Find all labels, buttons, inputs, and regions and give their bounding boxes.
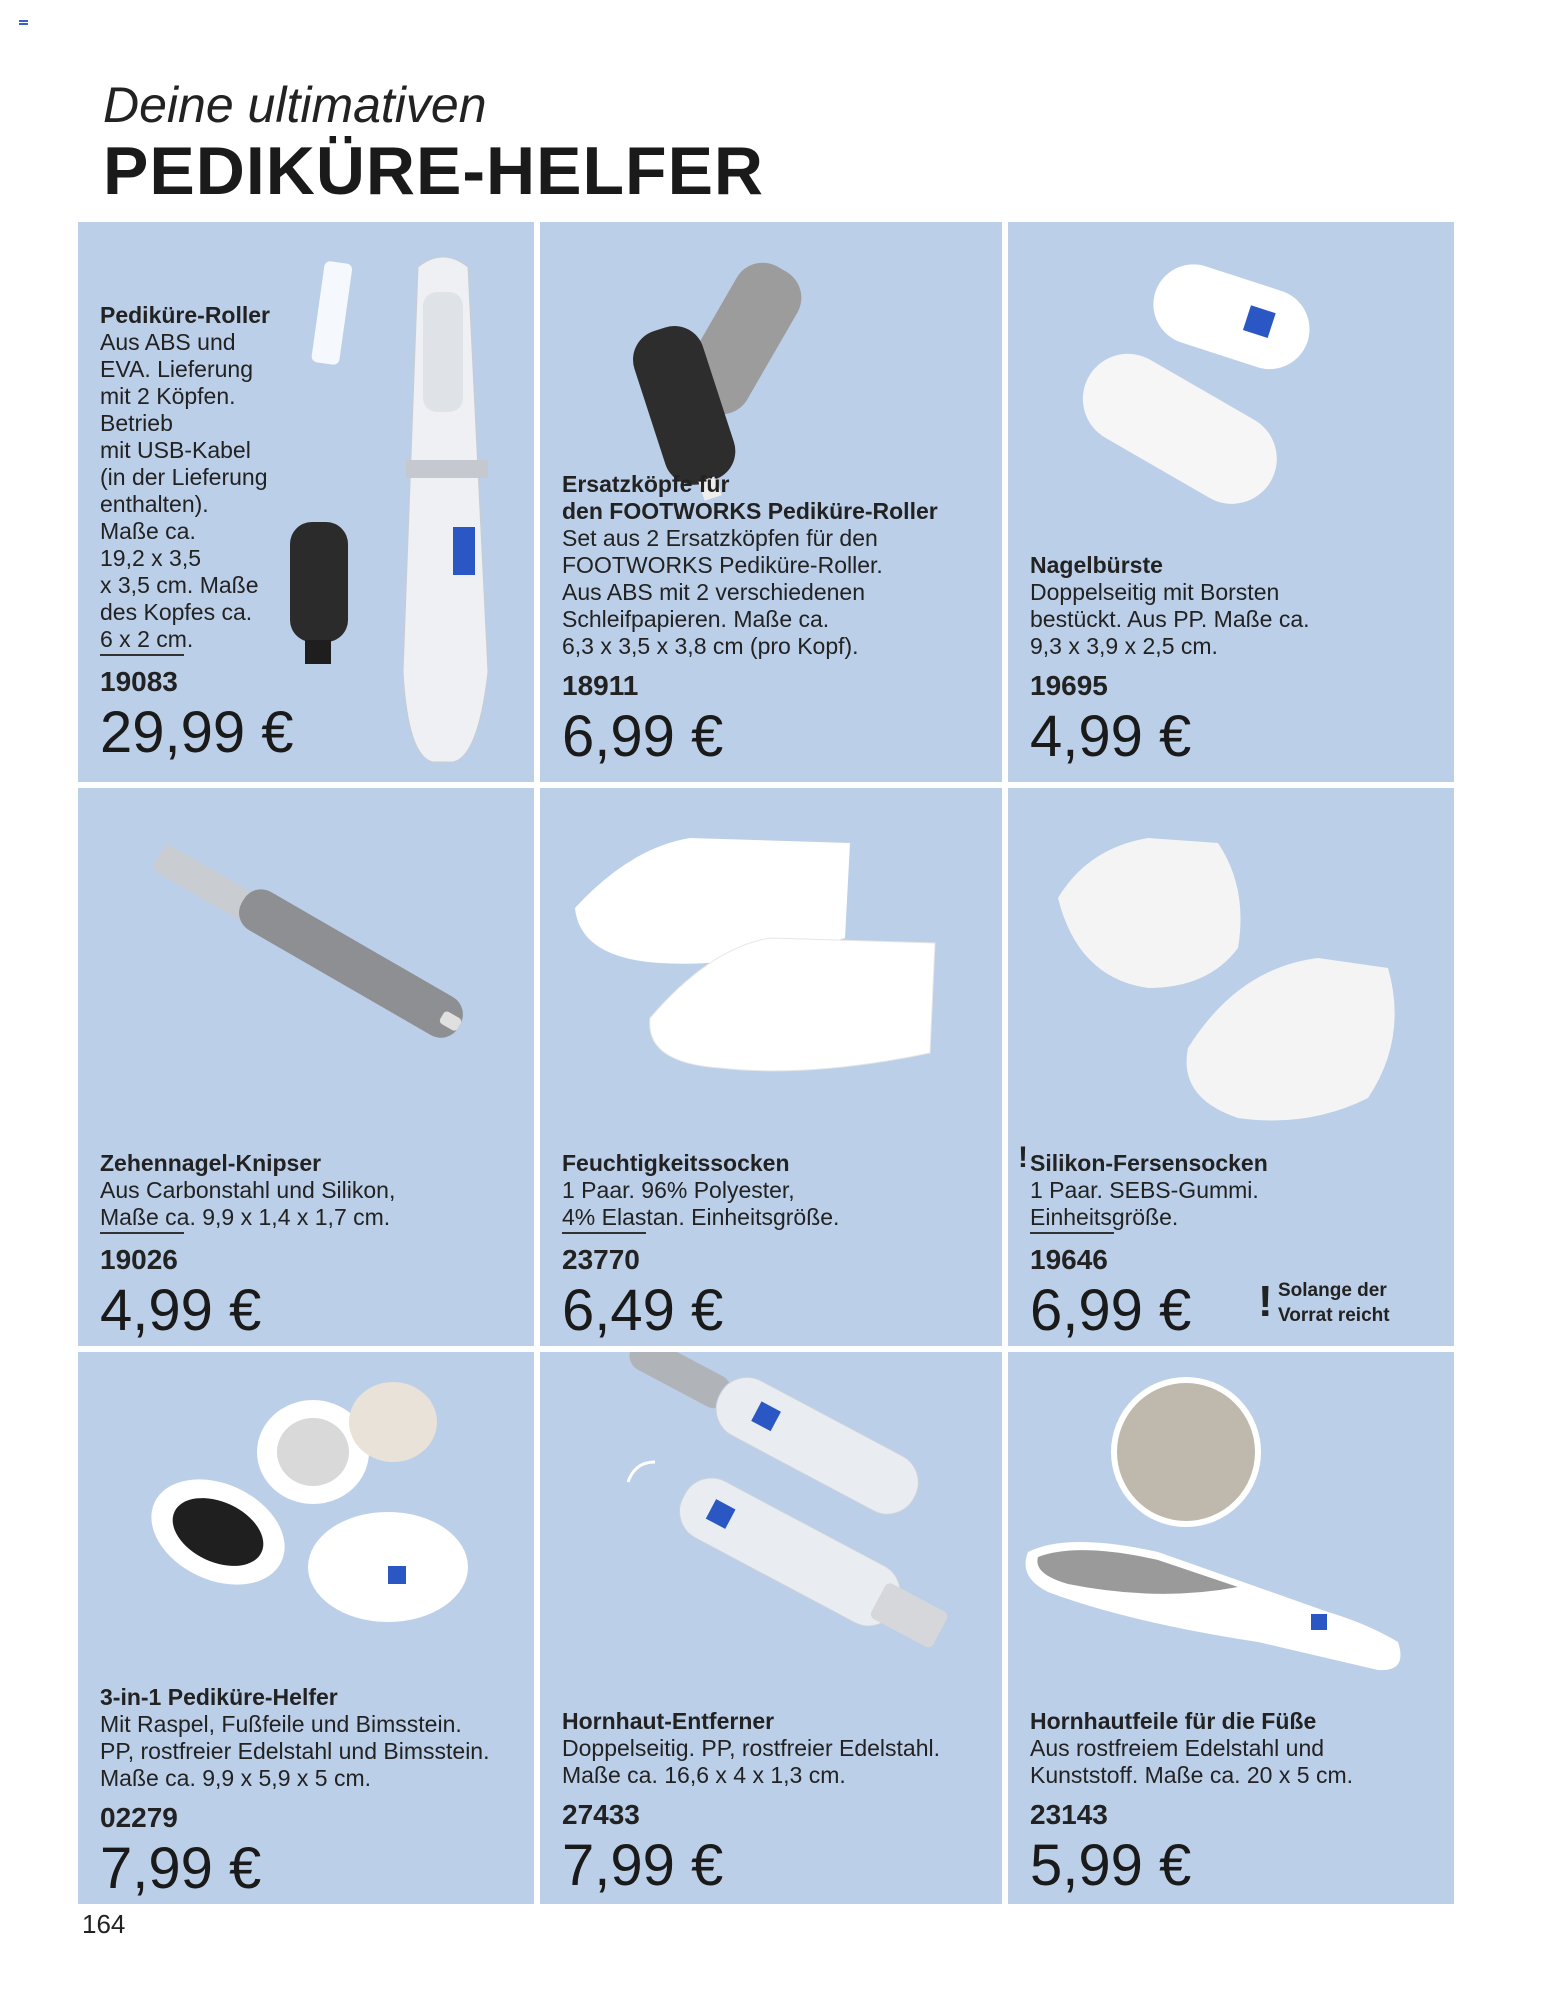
product-card-hornhaut-entferner[interactable] [540, 1352, 1002, 1904]
article-number: 19026 [100, 1244, 178, 1275]
product-price: 29,99 € [100, 700, 294, 765]
product-price: 6,99 € [1030, 1278, 1192, 1343]
divider [1030, 1232, 1114, 1234]
product-description: Aus ABS und EVA. Lieferung mit 2 Köpfen. Betrieb mit USB-Kabel (in der Lieferung enthalten). Maße ca. 19,2 x 3,5 x 3,5 cm. Maße des Kopfes ca. 6 x 2 cm. [100, 329, 268, 652]
product-title: Ersatzköpfe für den FOOTWORKS Pediküre-Roller [562, 471, 938, 524]
availability-note: ! Solange der Vorrat reicht [1258, 1277, 1390, 1326]
exclamation-icon: ! [1258, 1277, 1273, 1326]
attention-icon: ! [1018, 1141, 1028, 1174]
product-title: Zehennagel-Knipser [100, 1150, 322, 1176]
product-description: Mit Raspel, Fußfeile und Bimsstein. PP, rostfreier Edelstahl und Bimsstein. Maße ca. 9,9 x 5,9 x 5 cm. [100, 1711, 490, 1791]
product-card-silikon-fersensocken[interactable] [1008, 788, 1454, 1346]
product-price: 5,99 € [1030, 1833, 1192, 1898]
product-description: 1 Paar. 96% Polyester, 4% Elastan. Einheitsgröße. [562, 1177, 840, 1230]
product-card-feuchtigkeitssocken[interactable] [540, 788, 1002, 1346]
product-price: 7,99 € [100, 1836, 262, 1901]
product-description: Doppelseitig. PP, rostfreier Edelstahl. Maße ca. 16,6 x 4 x 1,3 cm. [562, 1735, 940, 1788]
product-card-pedikure-roller[interactable] [78, 222, 534, 782]
product-card-3in1-helfer[interactable] [78, 1352, 534, 1904]
product-price: 6,99 € [562, 704, 724, 769]
product-price: 7,99 € [562, 1833, 724, 1898]
product-description: Aus rostfreiem Edelstahl und Kunststoff. Maße ca. 20 x 5 cm. [1030, 1735, 1353, 1788]
header-subtitle: Deine ultimativen [103, 77, 487, 133]
article-number: 19695 [1030, 670, 1108, 701]
divider [100, 654, 184, 656]
article-number: 02279 [100, 1802, 178, 1833]
product-title: Hornhautfeile für die Füße [1030, 1708, 1317, 1734]
product-title: Nagelbürste [1030, 552, 1163, 578]
product-description: Aus Carbonstahl und Silikon, Maße ca. 9,9 x 1,4 x 1,7 cm. [100, 1177, 396, 1230]
article-number: 27433 [562, 1799, 640, 1830]
product-title: Pediküre-Roller [100, 302, 270, 328]
divider [562, 1232, 646, 1234]
article-number: 19083 [100, 666, 178, 697]
article-number: 23143 [1030, 1799, 1108, 1830]
product-card-ersatzkoepfe[interactable] [540, 222, 1002, 782]
product-title: Hornhaut-Entferner [562, 1708, 775, 1734]
article-number: 18911 [562, 670, 639, 701]
article-number: 19646 [1030, 1244, 1108, 1275]
product-description: 1 Paar. SEBS-Gummi. Einheitsgröße. [1030, 1177, 1259, 1230]
product-grid [78, 222, 1454, 1904]
article-number: 23770 [562, 1244, 640, 1275]
product-description: Set aus 2 Ersatzköpfen für den FOOTWORKS Pediküre-Roller. Aus ABS mit 2 verschiedenen Schleifpapieren. Maße ca. 6,3 x 3,5 x 3,8 cm (pro Kopf). [562, 525, 883, 659]
product-price: 6,49 € [562, 1278, 724, 1343]
menu-icon[interactable] [19, 20, 28, 27]
product-card-nagelbuerste[interactable] [1008, 222, 1454, 782]
product-price: 4,99 € [100, 1278, 262, 1343]
page-title: PEDIKÜRE-HELFER [103, 133, 765, 209]
product-title: ! Silikon-Fersensocken [1018, 1141, 1268, 1176]
product-card-zehennagel-knipser[interactable] [78, 788, 534, 1346]
divider [100, 1232, 184, 1234]
product-price: 4,99 € [1030, 704, 1192, 769]
product-title: 3-in-1 Pediküre-Helfer [100, 1684, 338, 1710]
product-card-hornhautfeile[interactable] [1008, 1352, 1454, 1904]
product-description: Doppelseitig mit Borsten bestückt. Aus PP. Maße ca. 9,3 x 3,9 x 2,5 cm. [1030, 579, 1310, 659]
product-title: Feuchtigkeitssocken [562, 1150, 790, 1176]
page-number: 164 [82, 1909, 126, 1939]
